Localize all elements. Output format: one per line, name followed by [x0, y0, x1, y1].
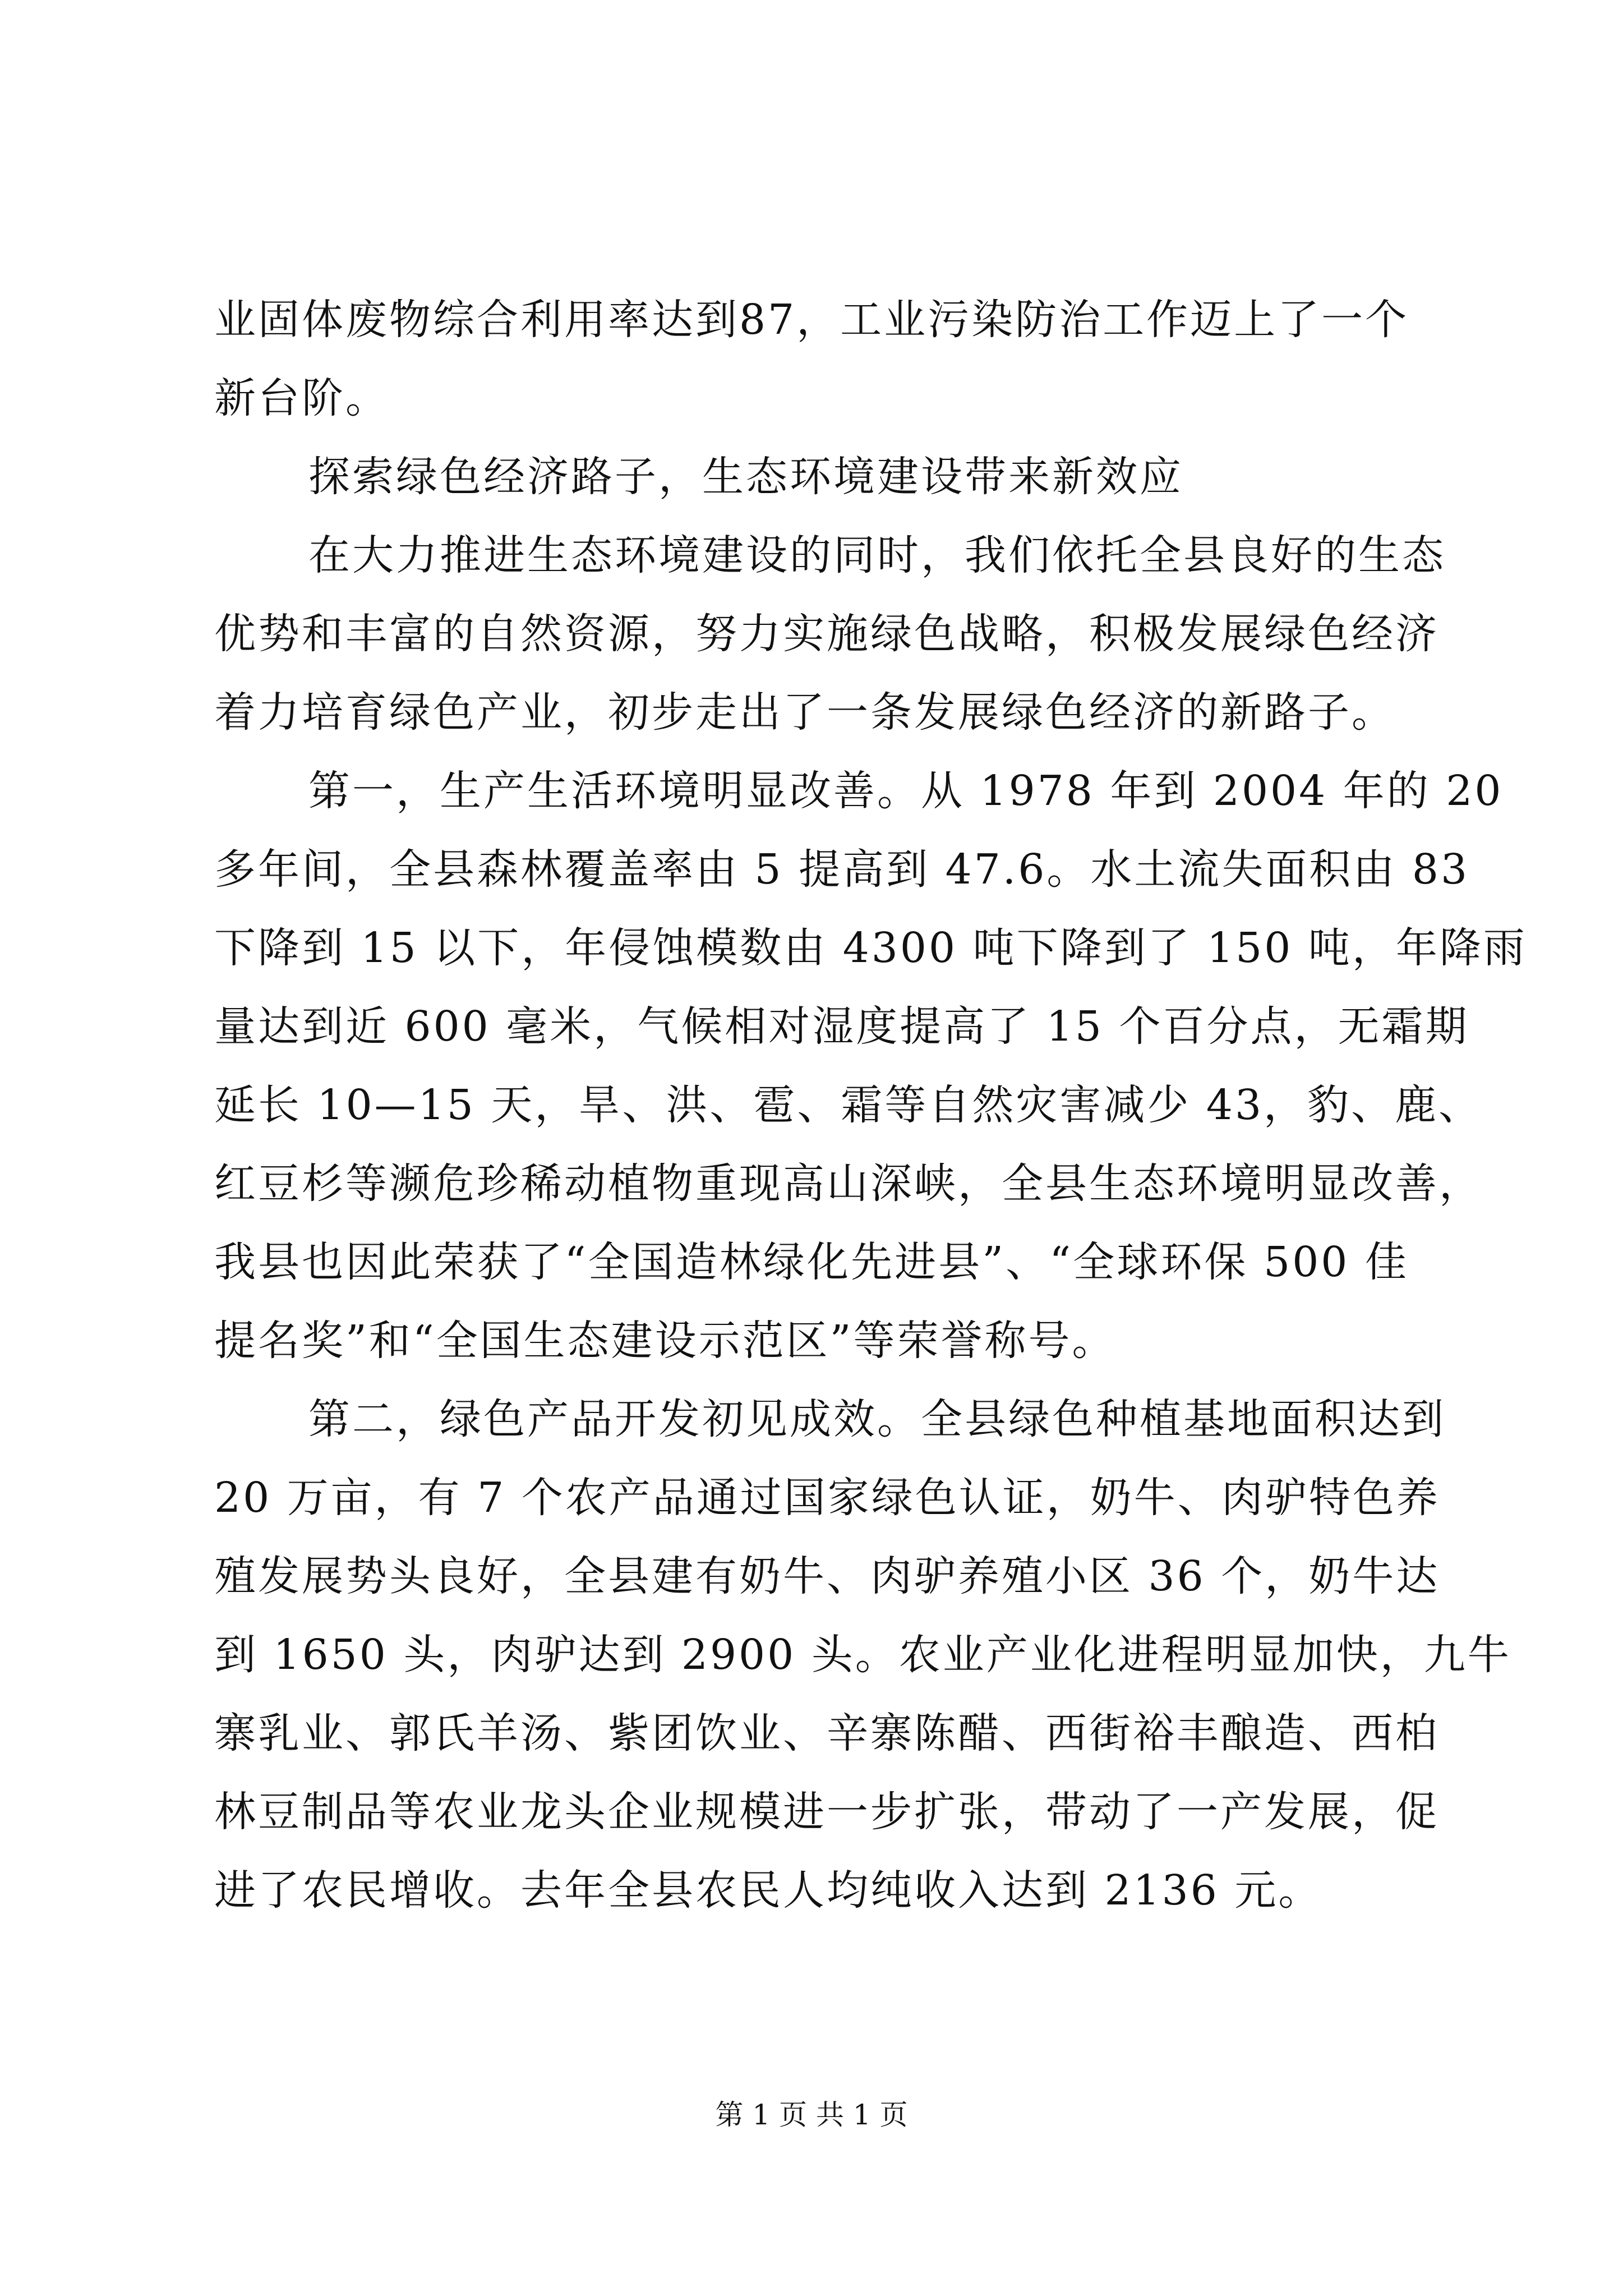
text-line: 下降到 15 以下，年侵蚀模数由 4300 吨下降到了 150 吨，年降雨: [214, 924, 1527, 972]
text-line: 殖发展势头良好，全县建有奶牛、肉驴养殖小区 36 个，奶牛达: [214, 1552, 1440, 1600]
text-line: 多年间，全县森林覆盖率由 5 提高到 47.6。水土流失面积由 83: [214, 845, 1470, 894]
text-line: 进了农民增收。去年全县农民人均纯收入达到 2136 元。: [214, 1866, 1322, 1915]
paragraph: [214, 1380, 1511, 1930]
text-line: 量达到近 600 毫米，气候相对湿度提高了 15 个百分点，无霜期: [214, 1002, 1469, 1051]
text-line: 我县也因此荣获了“全国造林绿化先进县”、“全球环保 500 佳: [214, 1238, 1409, 1286]
text-line: 延长 10—15 天，旱、洪、雹、霜等自然灾害减少 43，豹、鹿、: [214, 1081, 1483, 1129]
text-line: 20 万亩，有 7 个农产品通过国家绿色认证，奶牛、肉驴特色养: [214, 1474, 1440, 1522]
text-line: 着力培育绿色产业，初步走出了一条发展绿色经济的新路子。: [214, 688, 1395, 737]
text-line: 到 1650 头，肉驴达到 2900 头。农业产业化进程明显加快，九牛: [214, 1631, 1511, 1679]
page-number: 第 1 页 共 1 页: [715, 2099, 908, 2131]
text-line: 林豆制品等农业龙头企业规模进一步扩张，带动了一产发展，促: [214, 1788, 1439, 1836]
paragraph: [214, 280, 1409, 438]
text-line: 提名奖”和“全国生态建设示范区”等荣誉称号。: [214, 1317, 1116, 1365]
text-line: 寨乳业、郭氏羊汤、紫团饮业、辛寨陈醋、西街裕丰酿造、西柏: [214, 1709, 1439, 1757]
text-line: 业固体废物综合利用率达到87，工业污染防治工作迈上了一个: [214, 296, 1409, 344]
text-line: 探索绿色经济路子，生态环境建设带来新效应: [308, 453, 1183, 501]
text-line: 第二，绿色产品开发初见成效。全县绿色种植基地面积达到: [308, 1395, 1446, 1443]
text-line: 优势和丰富的自然资源，努力实施绿色战略，积极发展绿色经济: [214, 610, 1439, 658]
text-line: 新台阶。: [214, 374, 389, 422]
document-body: [214, 280, 1527, 1930]
section-heading: [214, 438, 1409, 516]
text-line: 红豆杉等濒危珍稀动植物重现高山深峡，全县生态环境明显改善，: [214, 1159, 1483, 1208]
text-line: 在大力推进生态环境建设的同时，我们依托全县良好的生态: [308, 531, 1446, 579]
paragraph: [214, 752, 1527, 1380]
text-line: 第一，生产生活环境明显改善。从 1978 年到 2004 年的 20: [308, 767, 1504, 815]
paragraph: [214, 516, 1446, 752]
